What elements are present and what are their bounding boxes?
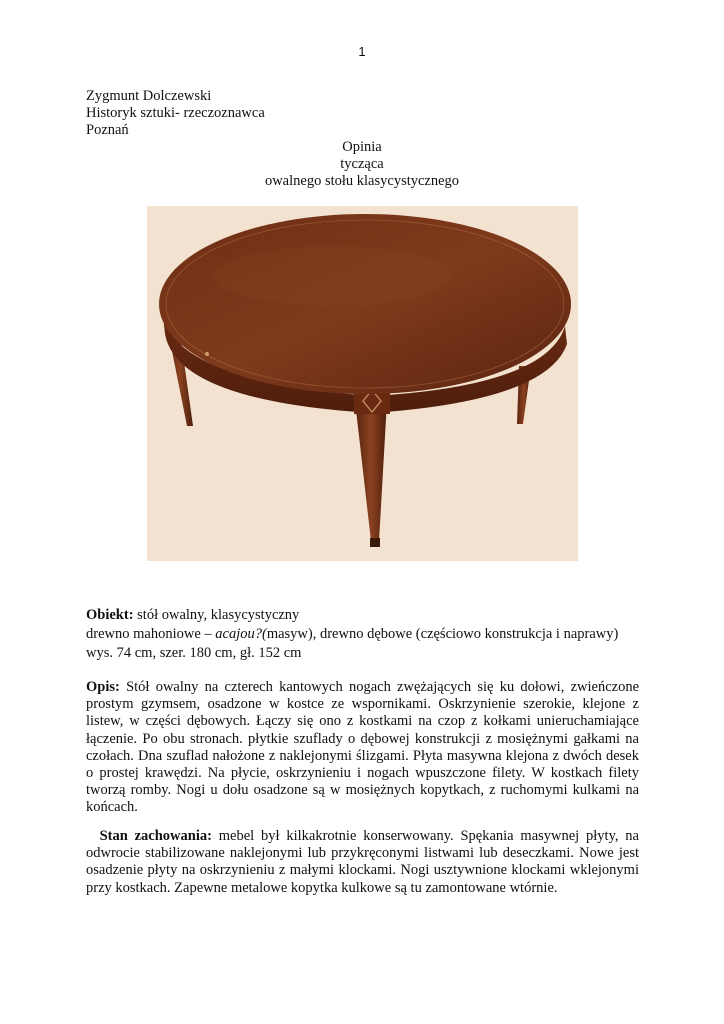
material-pre: drewno mahoniowe – xyxy=(86,626,216,642)
object-section xyxy=(86,606,639,663)
title-line-2: tycząca xyxy=(340,156,384,172)
dimensions-line: wys. 74 cm, szer. 180 cm, gł. 152 cm xyxy=(86,645,302,661)
material-line xyxy=(86,625,639,644)
top-highlight xyxy=(212,246,452,306)
title-line-3: owalnego stołu klasycystycznego xyxy=(264,173,460,189)
description-section xyxy=(86,679,639,817)
condition-label: Stan zachowania: xyxy=(99,828,212,844)
condition-section xyxy=(86,828,639,897)
front-leg xyxy=(355,401,387,541)
material-post: masyw), drewno dębowe (częściowo konstrukcja i naprawy) xyxy=(266,626,619,642)
table-illustration xyxy=(147,206,578,561)
page-number: 1 xyxy=(358,44,366,59)
author-city: Poznań xyxy=(86,122,129,138)
object-line xyxy=(86,606,639,625)
brass-foot xyxy=(370,538,380,547)
object-name: stół owalny, klasycystyczny xyxy=(137,607,300,623)
oval-table-photo xyxy=(147,206,578,561)
object-label: Obiekt: xyxy=(86,607,134,623)
author-profession: Historyk sztuki- rzeczoznawca xyxy=(86,105,265,121)
material-italic: acajou?( xyxy=(215,626,267,642)
condition-text: mebel był kilkakrotnie konserwowany. Spękania masywnej płyty, na odwrocie stabilizowane naklejonymi lub przykręconymi listwami lub deseczkami. Nowe jest osadzenie płyty na oskrzynieniu z małymi klockami. Nogi usztywnione klockami wklejonymi przy kostkach. Zapewne metalowe kopytka kulkowe są tu zamontowane wtórnie. xyxy=(86,828,639,896)
author-block xyxy=(86,88,265,139)
document-title xyxy=(0,139,724,190)
author-name: Zygmunt Dolczewski xyxy=(86,88,212,104)
description-text: Stół owalny na czterech kantowych nogach zwężających się ku dołowi, zwieńczone prostym gzymsem, osadzone w kostce ze wspornikami. Oskrzynienie szerokie, klejone z listew, w części dębowych. Łączy się ono z kostkami na czop z kołkami unieruchamiające łączenie. Po obu stronach. płytkie szuflady o dębowej konstrukcji z mosiężnymi gałkami na czołach. Dna szuflad nałożone z naklejonymi ślizgami. Płyta masywna klejona z dwóch desek o prostej krawędzi. Na płycie, oskrzynieniu i nogach wpuszczone filety. W kostkach filety tworzą romby. Nogi u dołu osadzone są w mosiężnych kopytkach, z ruchomymi kulkami na końcach. xyxy=(86,679,640,816)
drawer-knob xyxy=(205,352,209,356)
title-line-1: Opinia xyxy=(342,139,382,155)
description-label: Opis: xyxy=(86,679,120,695)
